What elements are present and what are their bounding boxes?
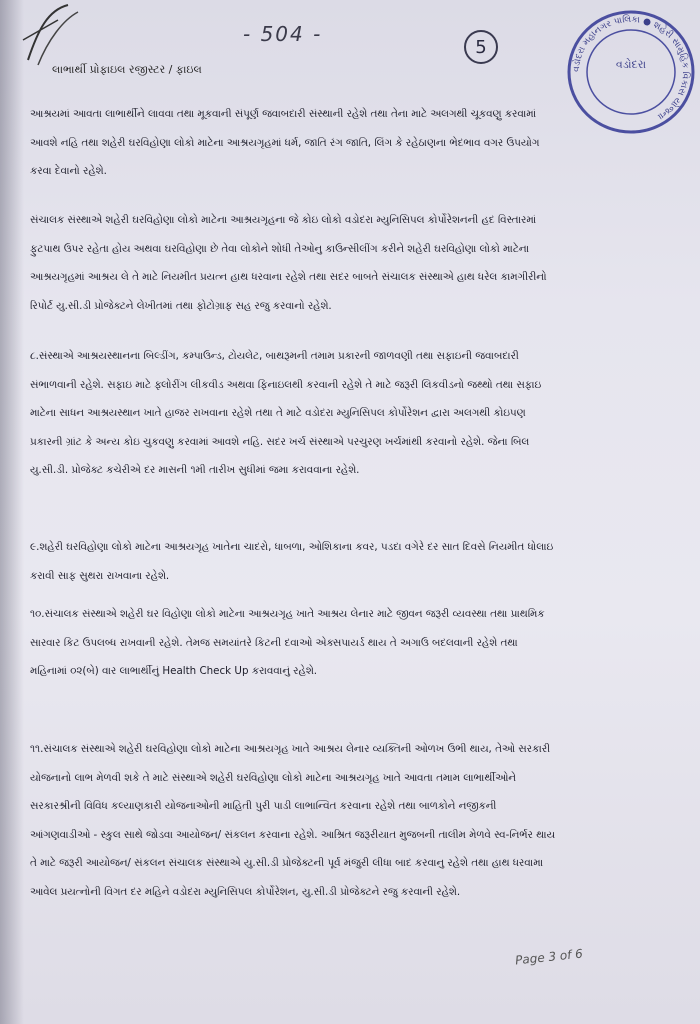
- official-seal: [565, 8, 697, 136]
- paragraph-11-welfare: ૧૧.સંચાલક સંસ્થાએ શહેરી ઘરવિહોણા લોકો માટેના આશ્રયગૃહ ખાતે આશ્રય લેનાર વ્યક્તિની ઓળખ ઉભી થાય, તેઓ સરકારી યોજનાનો લાભ મેળવી શકે તે માટે સંસ્થાએ શહેરી ઘરવિહોણા લોકો માટેના આશ્રયગૃહ ખાતે આવતા તમામ લાભાર્થીઓને સરકારશ્રીની વિવિધ કલ્યાણકારી યોજનાઓની માહિતી પુરી પાડી લાભાન્વિત કરવાના રહેશે તથા બાળકોને નજીકની આંગણવાડીઓ - સ્કુલ સાથે જોડવા આયોજન/ સંકલન કરવાના રહેશે. આશ્રિત જરૂરીયાત મુજબની તાલીમ મેળવે સ્વ-નિર્ભર થાય તે માટે જરૂરી આયોજન/ સંકલન સંચાલક સંસ્થાએ યુ.સી.ડી પ્રોજેક્ટની પૂર્વ મંજુરી લીધા બાદ કરવાનુ રહેશે તથા હાથ ધરવામા આવેલ પ્રયત્નોની વિગત દર મહિને વડોદરા મ્યુનિસિપલ કોર્પોરેશન, યુ.સી.ડી પ્રોજેક્ટને રજુ કરવાની રહેશે.: [30, 743, 555, 898]
- paragraph-outreach: સંચાલક સંસ્થાએ શહેરી ઘરવિહોણા લોકો માટેના આશ્રયગૃહના જે કોઇ લોકો વડોદરા મ્યુનિસિપલ કોર્પોરેશનની હદ વિસ્તારમાં ફુટપાથ ઉપર રહેતા હોય અથવા ઘરવિહોણા છે તેવા લોકોને શોધી તેઓનુ કાઉન્સીલીંગ કરીને શહેરી ઘરવિહોણા લોકો માટેના આશ્રયગૃહમાં આશ્રય લે તે માટે નિયમીત પ્રયત્ન હાથ ધરવાના રહેશે તથા સદર બાબતે સંચાલક સંસ્થાએ હાથ ધરેલ કામગીરીનો રિપોર્ટ યુ.સી.ડી પ્રોજેક્ટને લેખીતમાં તથા ફોટોગ્રાફ સહ રજુ કરવાનો રહેશે.: [30, 214, 547, 312]
- page-edge-shadow: [0, 0, 24, 1024]
- document-number: - 504 -: [243, 22, 323, 46]
- page-number-note: Page 3 of 6: [514, 946, 584, 968]
- seal-center-text: વડોદરા: [615, 58, 647, 71]
- svg-text:વડોદરા મહાનગર પાલિકા ● શહેરી સ: વડોદરા મહાનગર પાલિકા ● શહેરી સામુહિક વિકાસ યોજના: [571, 14, 691, 122]
- paragraph-10-health: ૧૦.સંચાલક સંસ્થાએ શહેરી ઘર વિહોણા લોકો માટેના આશ્રયગૃહ ખાતે આશ્રય લેનાર માટે જીવન જરૂરી વ્યવસ્થા તથા પ્રાથમિક સારવાર કિટ ઉપલબ્ધ રાખવાની રહેશે. તેમજ સમયાંતરે કિટની દવાઓ એક્સપાયર્ડ થાય તે અગાઉ બદલવાની રહેશે તથા મહિનામાં ૦૨(બે) વાર લાભાર્થીનું Health Check Up કરાવવાનું રહેશે.: [30, 608, 545, 677]
- page-circle-number: 5: [464, 30, 498, 64]
- document-title: લાભાર્થી પ્રોફાઇલ રજીસ્ટર / ફાઇલ: [52, 63, 202, 76]
- paragraph-shelter-transport: આશ્રયમાં આવતા લાભાર્થીને લાવવા તથા મૂકવાની સંપૂર્ણ જવાબદારી સંસ્થાની રહેશે તથા તેના માટે અલગથી ચૂકવણુ કરવામાં આવશે નહિ તથા શહેરી ઘરવિહોણા લોકો માટેના આશ્રયગૃહમાં ધર્મ, જાતિ રંગ જાતિ, લિંગ કે રહેઠાણના ભેદભાવ વગર ઉપયોગ કરવા દેવાનો રહેશે.: [30, 108, 540, 177]
- paragraph-8-maintenance: ૮.સંસ્થાએ આશ્રયસ્થાનના બિલ્ડીંગ, કમ્પાઉન્ડ, ટોયલેટ, બાથરૂમની તમામ પ્રકારની જાળવણી તથા સફાઇની જવાબદારી સંભાળવાની રહેશે. સફાઇ માટે ફ્લોરીંગ લીકવીડ અથવા ફિનાઇલથી કરવાની રહેશે તે માટે જરૂરી લિકવીડનો જથ્થો તથા સફાઇ માટેના સાધન આશ્રયસ્થાન ખાતે હાજર રાખવાના રહેશે તથા તે માટે વડોદરા મ્યુનિસિપલ કોર્પોરેશન દ્વારા અલગથી કોઇપણ પ્રકારની ગ્રાંટ કે અન્ય કોઇ ચુકવણુ કરવામાં આવશે નહિ. સદર ખર્ચ સંસ્થાએ પરચુરણ ખર્ચમાંથી કરવાનો રહેશે. જેના બિલ યુ.સી.ડી. પ્રોજેક્ટ કચેરીએ દર માસની ૧મી તારીખ સુધીમાં જમા કરાવવાના રહેશે.: [30, 350, 542, 476]
- paragraph-9-laundry: ૯.શહેરી ઘરવિહોણા લોકો માટેના આશ્રયગૃહ ખાતેના ચાદરો, ધાબળા, ઓશિકાના કવર, પડદા વગેરે દર સાત દિવસે નિયમીત ધોલાઇ કરાવી સાફ સુથરા રાખવાના રહેશે.: [30, 541, 554, 582]
- handwritten-scribble: [18, 0, 138, 70]
- seal-ring-icon: [565, 8, 697, 136]
